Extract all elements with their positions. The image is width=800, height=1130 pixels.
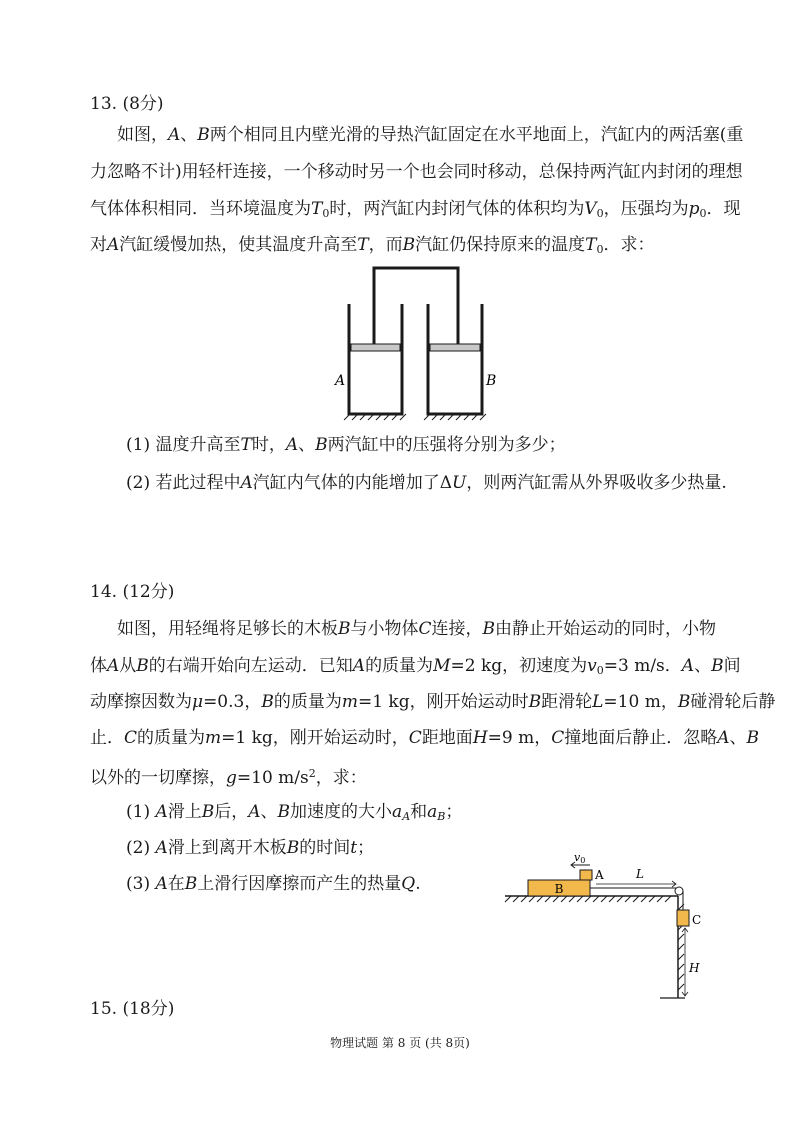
table-hatch — [505, 896, 671, 902]
q14-line-5: 以外的一切摩擦，g=10 $m/s^2$，求： — [90, 767, 367, 788]
q13-header: 13. (8分) — [90, 94, 164, 114]
connecting-rod — [374, 268, 458, 344]
q14-sub-3: (3) A在B上滑行因摩擦而产生的热量Q. — [126, 874, 421, 894]
v0-label: v0 — [574, 851, 586, 865]
cylinder-a-label: A — [335, 373, 346, 389]
block-c-label: C — [692, 913, 702, 927]
board-b-label: B — [554, 882, 564, 896]
cylinder-figure — [330, 262, 500, 424]
pulley — [675, 887, 683, 895]
piston-a — [351, 344, 400, 351]
q14-header: 14. (12分) — [90, 582, 175, 602]
q15-header: 15. (18分) — [90, 999, 175, 1019]
cylinder-b — [428, 304, 482, 414]
page-footer: 物理试题 第 8 页 (共 8页) — [330, 1036, 470, 1050]
q13-line-4: 对A汽缸缓慢加热，使其温度升高至T，而B汽缸仍保持原来的温度$T_0$．求： — [90, 235, 655, 256]
cylinder-b-label: B — [486, 373, 497, 389]
q13-line-2: 力忽略不计)用轻杆连接，一个移动时另一个也会同时移动，总保持两汽缸内封闭的理想 — [90, 162, 743, 182]
q14-line-4: 止．C的质量为m=1 kg，刚开始运动时，C距地面H=9 m，C撞地面后静止．忽略A、B — [90, 728, 760, 748]
q14-sub-1: (1) A滑上B后，A、B加速度的大小$a_A$和$a_B$； — [126, 802, 463, 823]
block-a — [580, 870, 592, 880]
h-label: H — [689, 961, 700, 975]
q13-line-1: 如图，A、B两个相同且内壁光滑的导热汽缸固定在水平地面上，汽缸内的两活塞(重 — [117, 125, 744, 145]
q13-sub-1: (1) 温度升高至T时，A、B两汽缸中的压强将分别为多少； — [126, 435, 566, 455]
q13-sub-2: (2) 若此过程中A汽缸内气体的内能增加了ΔU，则两汽缸需从外界吸收多少热量. — [126, 473, 727, 493]
board-pulley-figure — [500, 848, 710, 1003]
block-a-label: A — [595, 868, 604, 882]
block-c — [677, 910, 689, 926]
q14-line-2: 体A从B的右端开始向左运动．已知A的质量为M=2 kg，初速度为$v_0=3$ m/s．A、B间 — [90, 656, 741, 677]
piston-b — [430, 344, 480, 351]
q14-line-1: 如图，用轻绳将足够长的木板B与小物体C连接，B由静止开始运动的同时，小物 — [117, 619, 717, 639]
q14-line-3: 动摩擦因数为μ=0.3，B的质量为m=1 kg，刚开始运动时B距滑轮L=10 m，B碰滑轮后静 — [90, 692, 776, 712]
q13-line-3: 气体体积相同．当环境温度为$T_0$时，两汽缸内封闭气体的体积均为$V_0$，压强均为$p_0$．现 — [90, 199, 741, 220]
l-label: L — [636, 867, 644, 881]
q14-sub-2: (2) A滑上到离开木板B的时间t； — [126, 838, 375, 858]
